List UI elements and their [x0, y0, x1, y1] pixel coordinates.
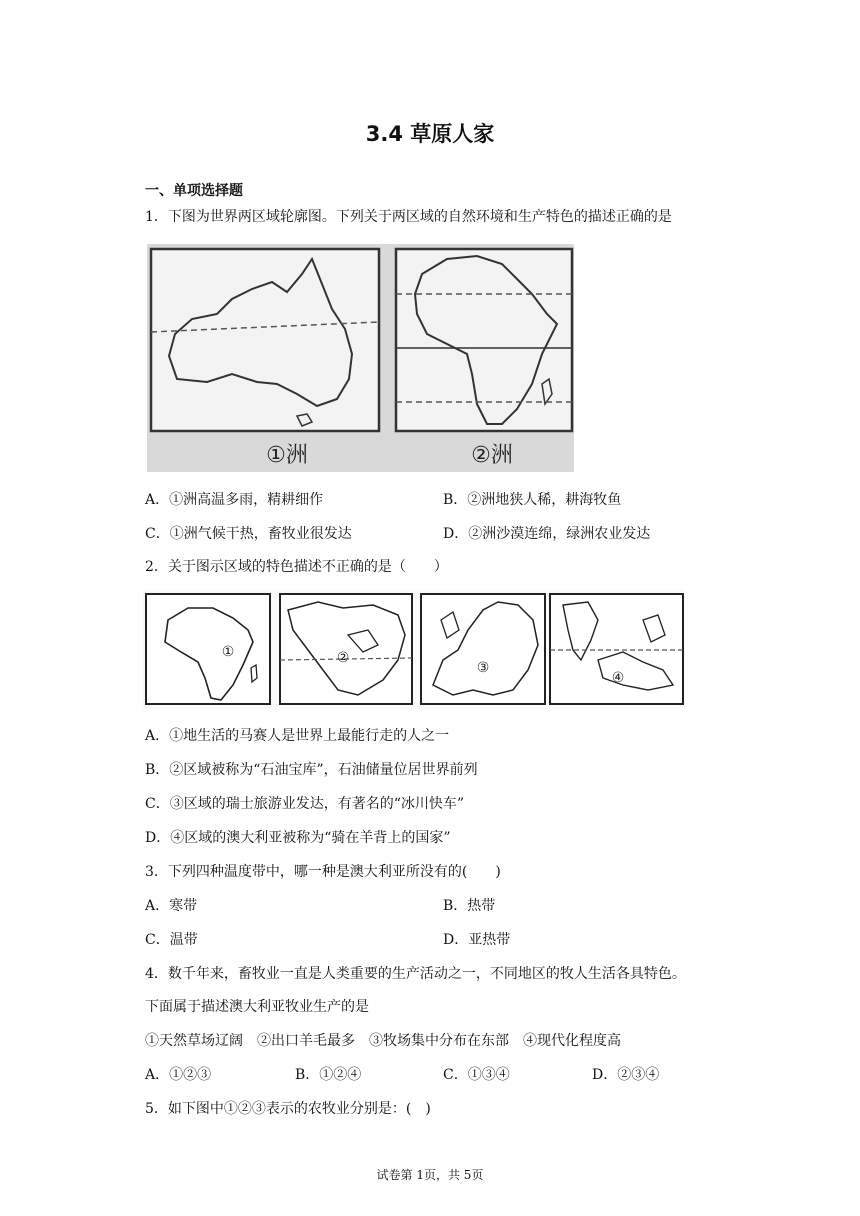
q2-map-label: ③ [476, 660, 490, 676]
q2-option-c[interactable]: C．③区域的瑞士旅游业发达，有著名的“冰川快车” [145, 796, 465, 812]
q4-items: ①天然草场辽阔 ②出口羊毛最多 ③牧场集中分布在东部 ④现代化程度高 [145, 1033, 621, 1049]
q3-option-b[interactable]: B．热带 [443, 898, 496, 914]
q2-option-a[interactable]: A．①地生活的马赛人是世界上最能行走的人之一 [145, 728, 450, 744]
q3-option-a[interactable]: A．寒带 [145, 898, 198, 914]
q1-map-label: ①洲 [266, 443, 308, 468]
q3-stem: 3．下列四种温度带中，哪一种是澳大利亚所没有的( ) [145, 864, 501, 880]
page-title: 3.4 草原人家 [365, 122, 495, 146]
q4-option-a[interactable]: A．①②③ [145, 1067, 212, 1083]
q1-option-c[interactable]: C．①洲气候干热，畜牧业很发达 [145, 526, 352, 542]
q4-option-c[interactable]: C．①③④ [443, 1067, 510, 1083]
q4-option-d[interactable]: D．②③④ [592, 1067, 660, 1083]
q1-stem: 1．下图为世界两区域轮廓图。下列关于两区域的自然环境和生产特色的描述正确的是 [145, 209, 672, 225]
q2-map-label: ④ [611, 670, 625, 686]
q1-option-a[interactable]: A．①洲高温多雨，精耕细作 [145, 492, 324, 508]
q5-stem: 5．如下图中①②③表示的农牧业分别是：( ) [145, 1101, 431, 1117]
q2-map-figure [143, 590, 685, 710]
q4-stem: 4．数千年来，畜牧业一直是人类重要的生产活动之一，不同地区的牧人生活各具特色。 [145, 966, 686, 982]
page-footer: 试卷第 1页，共 5页 [376, 1168, 484, 1182]
q1-option-b[interactable]: B．②洲地狭人稀，耕海牧鱼 [443, 492, 622, 508]
q3-option-c[interactable]: C．温带 [145, 932, 198, 948]
q2-map-label: ① [221, 644, 235, 660]
q2-map-label: ② [336, 650, 350, 666]
q2-option-b[interactable]: B．②区域被称为“石油宝库”，石油储量位居世界前列 [145, 762, 478, 778]
q4-option-b[interactable]: B．①②④ [295, 1067, 362, 1083]
q3-option-d[interactable]: D．亚热带 [443, 932, 511, 948]
q1-map-label: ②洲 [471, 443, 513, 468]
q1-option-d[interactable]: D．②洲沙漠连绵，绿洲农业发达 [443, 526, 651, 542]
q2-option-d[interactable]: D．④区域的澳大利亚被称为“骑在羊背上的国家” [145, 830, 451, 846]
section-heading: 一、单项选择题 [145, 183, 243, 199]
q1-map-figure [147, 244, 574, 472]
q4-stem-continued: 下面属于描述澳大利亚牧业生产的是 [145, 999, 369, 1015]
q2-stem: 2．关于图示区域的特色描述不正确的是（ ） [145, 559, 448, 575]
